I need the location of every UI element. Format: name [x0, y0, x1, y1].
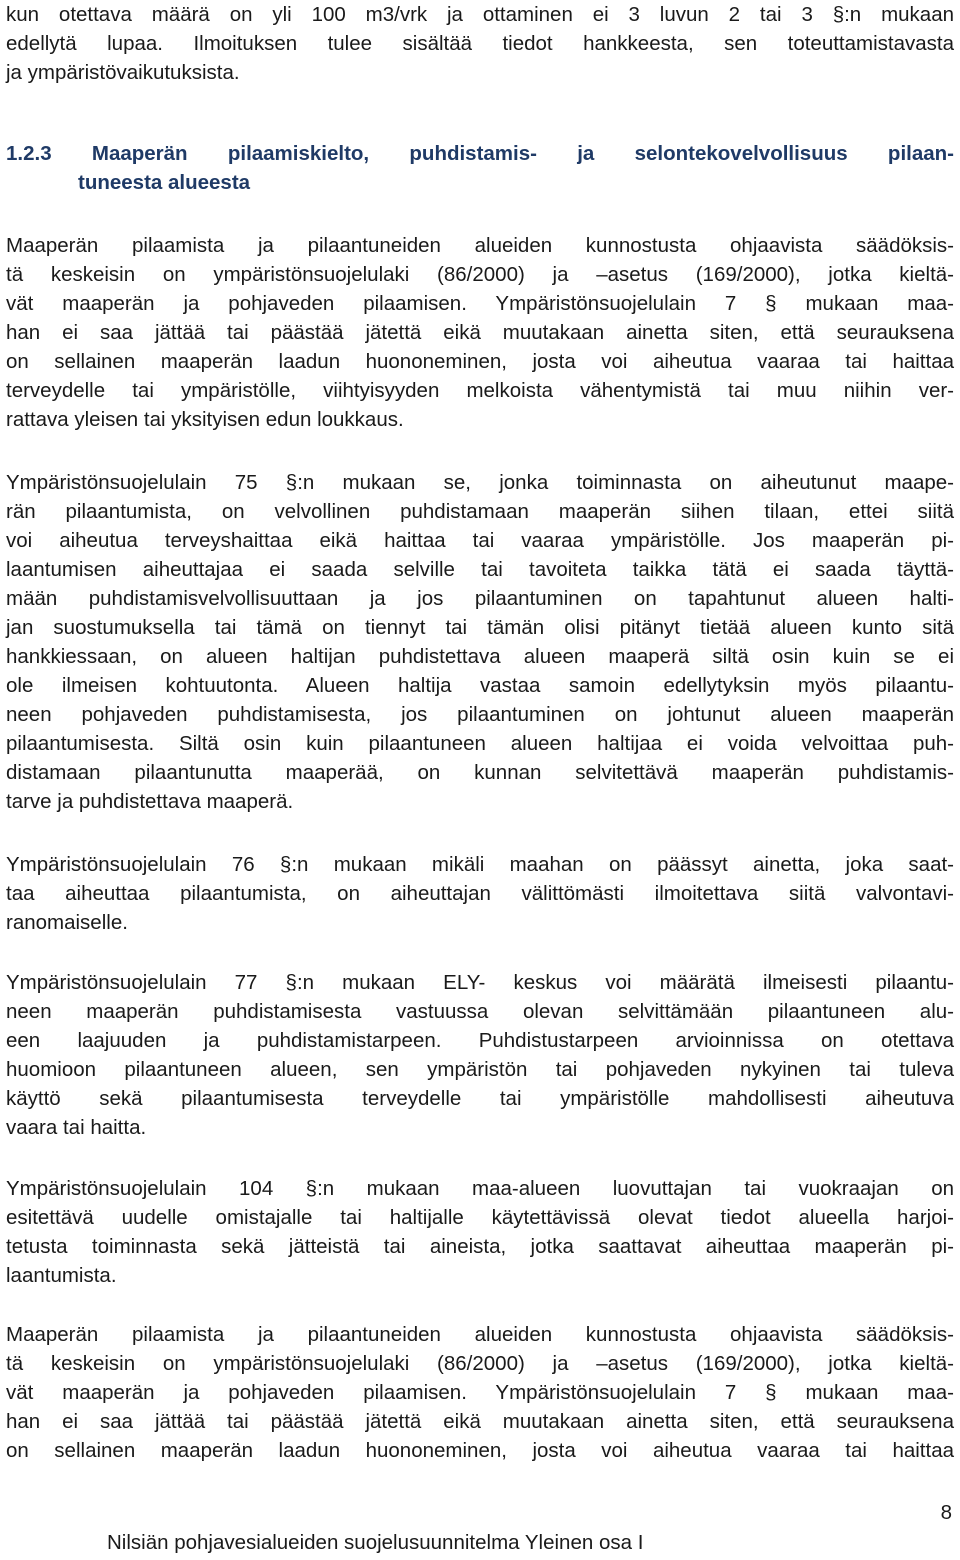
text-line: mään puhdistamisvelvollisuuttaan ja jos pilaantuminen on tapahtunut alueen halti-	[6, 587, 954, 610]
text-line: käyttö sekä pilaantumisesta terveydelle tai ympäristölle mahdollisesti aiheutuva	[6, 1087, 954, 1110]
text-line: neen pohjaveden puhdistamisesta, jos pilaantuminen on johtunut alueen maaperän	[6, 703, 954, 726]
text-line: Maaperän pilaamista ja pilaantuneiden alueiden kunnostusta ohjaavista säädöksis-	[6, 1323, 954, 1346]
text-line: esitettävä uudelle omistajalle tai haltijalle käytettävissä olevat tiedot alueella harjoi-	[6, 1206, 954, 1229]
text-line: voi aiheutua terveyshaittaa eikä haittaa tai vaaraa ympäristölle. Jos maaperän pi-	[6, 529, 954, 552]
text-line: huomioon pilaantuneen alueen, sen ympäristön tai pohjaveden nykyinen tai tuleva	[6, 1058, 954, 1081]
text-line: hankkiessaan, on alueen haltijan puhdistettava alueen maaperä siltä osin kuin se ei	[6, 645, 954, 668]
text-line: Ympäristönsuojelulain 77 §:n mukaan ELY- keskus voi määrätä ilmeisesti pilaantu-	[6, 971, 954, 994]
text-line: han ei saa jättää tai päästää jätettä eikä muutakaan ainetta siten, että seurauksena	[6, 321, 954, 344]
text-line: Ympäristönsuojelulain 75 §:n mukaan se, jonka toiminnasta on aiheutunut maape-	[6, 471, 954, 494]
text-line: Ympäristönsuojelulain 104 §:n mukaan maa-alueen luovuttajan tai vuokraajan on	[6, 1177, 954, 1200]
body-paragraph	[6, 231, 954, 434]
body-paragraph	[6, 968, 954, 1142]
text-line: vät maaperän ja pohjaveden pilaamisen. Ympäristönsuojelulain 7 § mukaan maa-	[6, 292, 954, 315]
text-line: Maaperän pilaamista ja pilaantuneiden alueiden kunnostusta ohjaavista säädöksis-	[6, 234, 954, 257]
body-paragraph	[6, 1174, 954, 1290]
body-paragraph	[6, 850, 954, 937]
text-line: han ei saa jättää tai päästää jätettä eikä muutakaan ainetta siten, että seurauksena	[6, 1410, 954, 1433]
text-line: vät maaperän ja pohjaveden pilaamisen. Ympäristönsuojelulain 7 § mukaan maa-	[6, 1381, 954, 1404]
text-line: laantumista.	[6, 1264, 117, 1287]
text-line: tä keskeisin on ympäristönsuojelulaki (86/2000) ja –asetus (169/2000), jotka kieltä-	[6, 1352, 954, 1375]
text-line: neen maaperän puhdistamisesta vastuussa olevan selvittämään pilaantuneen alu-	[6, 1000, 954, 1023]
text-line: terveydelle tai ympäristölle, viihtyisyyden melkoista vähentymistä tai muu niihin ver-	[6, 379, 954, 402]
heading-line: tuneesta alueesta	[78, 171, 251, 194]
text-line: tetusta toiminnasta sekä jätteistä tai aineista, jotka saattavat aiheuttaa maaperän pi-	[6, 1235, 954, 1258]
text-line: pilaantumisesta. Siltä osin kuin pilaantuneen alueen haltijaa ei voida velvoittaa puh-	[6, 732, 954, 755]
text-line: kun otettava määrä on yli 100 m3/vrk ja ottaminen ei 3 luvun 2 tai 3 §:n mukaan	[6, 3, 954, 26]
text-line: Ympäristönsuojelulain 76 §:n mukaan mikäli maahan on päässyt ainetta, joka saat-	[6, 853, 954, 876]
text-line: ja ympäristövaikutuksista.	[6, 61, 240, 84]
text-line: on sellainen maaperän laadun huononeminen, josta voi aiheutua vaaraa tai haittaa	[6, 350, 954, 373]
body-paragraph	[6, 468, 954, 816]
heading-line: 1.2.3 Maaperän pilaamiskielto, puhdistamis- ja selontekovelvollisuus pilaan-	[6, 142, 954, 165]
text-line: tarve ja puhdistettava maaperä.	[6, 790, 294, 813]
text-line: taa aiheuttaa pilaantumista, on aiheuttajan välittömästi ilmoitettava siitä valvontavi-	[6, 882, 954, 905]
intro-paragraph	[6, 0, 954, 87]
text-line: laantumisen aiheuttajaa ei saada selville tai tavoiteta taikka tätä ei saada täyttä-	[6, 558, 954, 581]
footer-title: Nilsiän pohjavesialueiden suojelusuunnitelma Yleinen osa I	[107, 1531, 644, 1554]
page-number: 8	[940, 1501, 952, 1524]
body-paragraph	[6, 1320, 954, 1465]
text-line: tä keskeisin on ympäristönsuojelulaki (86/2000) ja –asetus (169/2000), jotka kieltä-	[6, 263, 954, 286]
text-line: rän pilaantumista, on velvollinen puhdistamaan maaperän siihen tilaan, ettei siitä	[6, 500, 954, 523]
text-line: vaara tai haitta.	[6, 1116, 147, 1139]
text-line: ranomaiselle.	[6, 911, 128, 934]
text-line: on sellainen maaperän laadun huononeminen, josta voi aiheutua vaaraa tai haittaa	[6, 1439, 954, 1462]
text-line: distamaan pilaantunutta maaperää, on kunnan selvitettävä maaperän puhdistamis-	[6, 761, 954, 784]
section-heading	[6, 139, 954, 197]
text-line: edellytä lupaa. Ilmoituksen tulee sisältää tiedot hankkeesta, sen toteuttamistavasta	[6, 32, 954, 55]
text-line: een laajuuden ja puhdistamistarpeen. Puhdistustarpeen arvioinnissa on otettava	[6, 1029, 954, 1052]
text-line: jan suostumuksella tai tämä on tiennyt tai tämän olisi pitänyt tietää alueen kunto sitä	[6, 616, 954, 639]
text-line: rattava yleisen tai yksityisen edun loukkaus.	[6, 408, 404, 431]
text-line: ole ilmeisen kohtuutonta. Alueen haltija vastaa samoin edellytyksin myös pilaantu-	[6, 674, 954, 697]
